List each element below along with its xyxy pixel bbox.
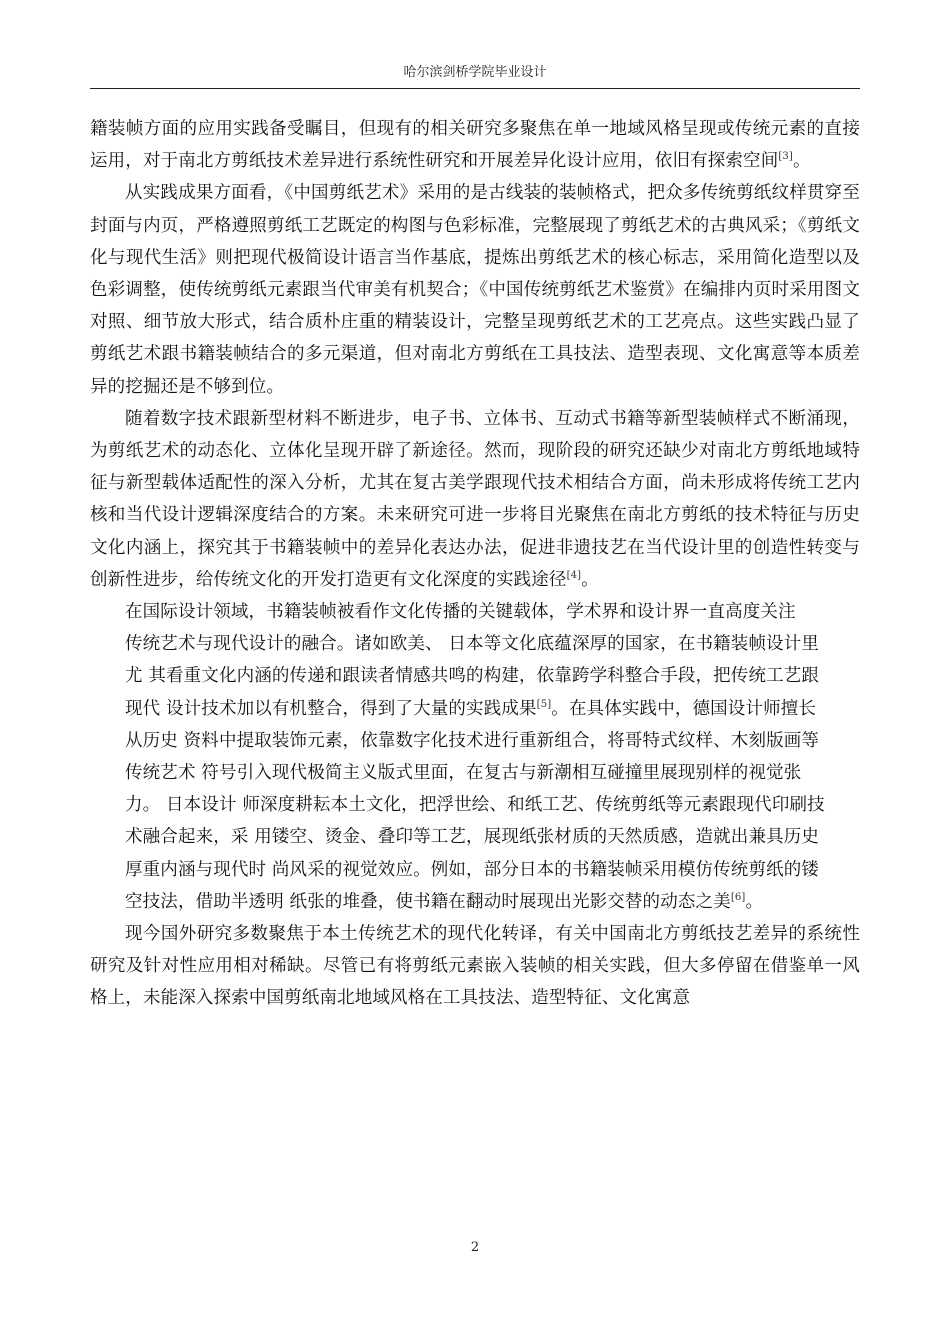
paragraph-4-line-with-cite (90, 693, 860, 725)
paragraph-1-tail: 。 (792, 151, 811, 172)
paragraph-2-text: 从实践成果方面看，《中国剪纸艺术》采用的是古线装的装帧格式，把众多传统剪纸纹样贯穿至封面与内页，严格遵照剪纸工艺既定的构图与色彩标准，完整展现了剪纸艺术的古典风采；《剪纸文化与现代生活》则把现代极简设计语言当作基底，提炼出剪纸艺术的核心标志，采用简化造型以及色彩调整，使传统剪纸元素跟当代审美有机契合；《中国传统剪纸艺术鉴赏》在编排内页时采用图文对照、细节放大形式，结合质朴庄重的精装设计，完整呈现剪纸艺术的工艺亮点。这些实践凸显了剪纸艺术跟书籍装帧结合的多元渠道，但对南北方剪纸在工具技法、造型表现、文化寓意等本质差异的挖掘还是不够到位。 (90, 183, 860, 397)
citation-3: [3] (778, 151, 793, 163)
paragraph-4-line: 传统艺术 符号引入现代极简主义版式里面，在复古与新潮相互碰撞里展现别样的视觉张 (125, 763, 802, 784)
paragraph-1 (90, 113, 860, 177)
page-number: 2 (470, 1240, 480, 1255)
paragraph-4-line: 从历史 资料中提取装饰元素，依靠数字化技术进行重新组合，将哥特式纹样、木刻版画等 (125, 730, 820, 751)
paragraph-3-tail: 。 (581, 569, 599, 590)
paragraph-4 (90, 596, 860, 918)
body-text (90, 113, 860, 1015)
paragraph-4-line: 在国际设计领域，书籍装帧被看作文化传播的关键载体，学术界和设计界一直高度关注 (125, 602, 796, 623)
citation-6: [6] (730, 892, 746, 904)
citation-4: [4] (566, 570, 582, 582)
paragraph-4-line: 传统艺术与现代设计的融合。诸如欧美、 日本等文化底蕴深厚的国家，在书籍装帧设计里 (125, 634, 820, 655)
paragraph-4-line: 术融合起来，采 用镂空、烫金、叠印等工艺，展现纸张材质的天然质感，造就出兼具历史 (125, 827, 820, 848)
paragraph-4-tail: 。 (745, 891, 764, 912)
citation-5: [5] (536, 698, 552, 710)
paragraph-4-line: 空技法，借助半透明 纸张的堆叠，使书籍在翻动时展现出光影交替的动态之美 (125, 891, 731, 912)
paragraph-5-text: 现今国外研究多数聚焦于本土传统艺术的现代化转译，有关中国南北方剪纸技艺差异的系统性研究及针对性应用相对稀缺。尽管已有将剪纸元素嵌入装帧的相关实践，但大多停留在借鉴单一风格上，未能深入探索中国剪纸南北地域风格在工具技法、造型特征、文化寓意 (90, 924, 860, 1009)
paragraph-1-text: 籍装帧方面的应用实践备受瞩目，但现有的相关研究多聚焦在单一地域风格呈现或传统元素的直接运用，对于南北方剪纸技术差异进行系统性研究和开展差异化设计应用，依旧有探索空间 (90, 119, 860, 172)
paragraph-4-line: 尤 其看重文化内涵的传递和跟读者情感共鸣的构建，依靠跨学科整合手段，把传统工艺跟 (125, 666, 820, 687)
header-divider (90, 88, 860, 89)
paragraph-3 (90, 403, 860, 596)
page-header-title: 哈尔滨剑桥学院毕业设计 (403, 65, 547, 80)
paragraph-4-line-with-cite (90, 886, 860, 918)
paragraph-4-mid: 。在具体实践中，德国设计师擅长 (551, 698, 817, 719)
paragraph-4-line: 厚重内涵与现代时 尚风采的视觉效应。例如，部分日本的书籍装帧采用模仿传统剪纸的镂 (125, 859, 820, 880)
paragraph-4-line: 现代 设计技术加以有机整合，得到了大量的实践成果 (125, 698, 537, 719)
paragraph-5 (90, 918, 860, 1015)
paragraph-4-line: 力。 日本设计 师深度耕耘本土文化，把浮世绘、和纸工艺、传统剪纸等元素跟现代印刷技 (125, 795, 825, 816)
paragraph-3-text: 随着数字技术跟新型材料不断进步，电子书、立体书、互动式书籍等新型装帧样式不断涌现，为剪纸艺术的动态化、立体化呈现开辟了新途径。然而，现阶段的研究还缺少对南北方剪纸地域特征与新型载体适配性的深入分析，尤其在复古美学跟现代技术相结合方面，尚未形成将传统工艺内核和当代设计逻辑深度结合的方案。未来研究可进一步将目光聚焦在南北方剪纸的技术特征与历史文化内涵上，探究其于书籍装帧中的差异化表达办法，促进非遗技艺在当代设计里的创造性转变与创新性进步，给传统文化的开发打造更有文化深度的实践途径 (90, 408, 860, 590)
paragraph-2 (90, 177, 860, 402)
